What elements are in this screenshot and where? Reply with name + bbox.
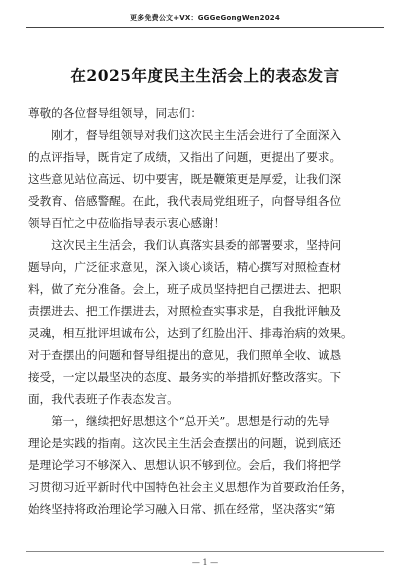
- document-title: 在2025年度民主生活会上的表态发言: [70, 66, 340, 85]
- body-line: 责摆进去、把工作摆进去，对照检查实事求是，自我批评触及: [28, 304, 342, 318]
- body-line: 料，做了充分准备。会上，班子成员坚持把自己摆进去、把职: [28, 282, 342, 296]
- body-line: 灵魂，相互批评坦诚布公，达到了红脸出汗、排毒治病的效果。: [28, 326, 353, 340]
- body-line: 这次民主生活会，我们认真落实县委的部署要求，坚持问: [28, 238, 342, 252]
- body-line: 刚才，督导组领导对我们这次民主生活会进行了全面深入: [28, 128, 342, 142]
- body-line: 受教育、倍感警醒。在此，我代表局党组班子，向督导组各位: [28, 194, 342, 208]
- body-line: 理论是实践的指南。这次民主生活会查摆出的问题，说到底还: [28, 436, 342, 450]
- footer-divider: [26, 551, 384, 552]
- body-line: 这些意见站位高远、切中要害，既是鞭策更是厚爱，让我们深: [28, 172, 342, 186]
- body-line: 第一，继续把好思想这个“总开关”。思想是行动的先导: [28, 414, 330, 428]
- body-line: 尊敬的各位督导组领导，同志们：: [28, 106, 202, 120]
- body-line: 是理论学习不够深入、思想认识不够到位。会后，我们将把学: [28, 458, 342, 472]
- body-line: 接受，一定以最坚决的态度、最务实的举措抓好整改落实。下: [28, 370, 342, 384]
- body-line: 面，我代表班子作表态发言。: [28, 392, 179, 406]
- header-divider: [26, 27, 384, 28]
- body-line: 对于查摆出的问题和督导组提出的意见，我们照单全收、诚恳: [28, 348, 342, 362]
- body-line: 题导向，广泛征求意见，深入谈心谈话，精心撰写对照检查材: [28, 260, 342, 274]
- body-line: 习贯彻习近平新时代中国特色社会主义思想作为首要政治任务，: [28, 480, 353, 494]
- body-line: 的点评指导，既肯定了成绩，又指出了问题，更提出了要求。: [28, 150, 342, 164]
- body-line: 始终坚持将政治理论学习融入日常、抓在经常，坚决落实“第: [28, 502, 336, 516]
- document-body: [28, 102, 382, 520]
- body-line: 领导百忙之中莅临指导表示衷心感谢！: [28, 216, 226, 230]
- header-note: 更多免费公文+VX：GGGeGongWen2024: [130, 14, 280, 22]
- page-number: — 1 —: [191, 558, 219, 567]
